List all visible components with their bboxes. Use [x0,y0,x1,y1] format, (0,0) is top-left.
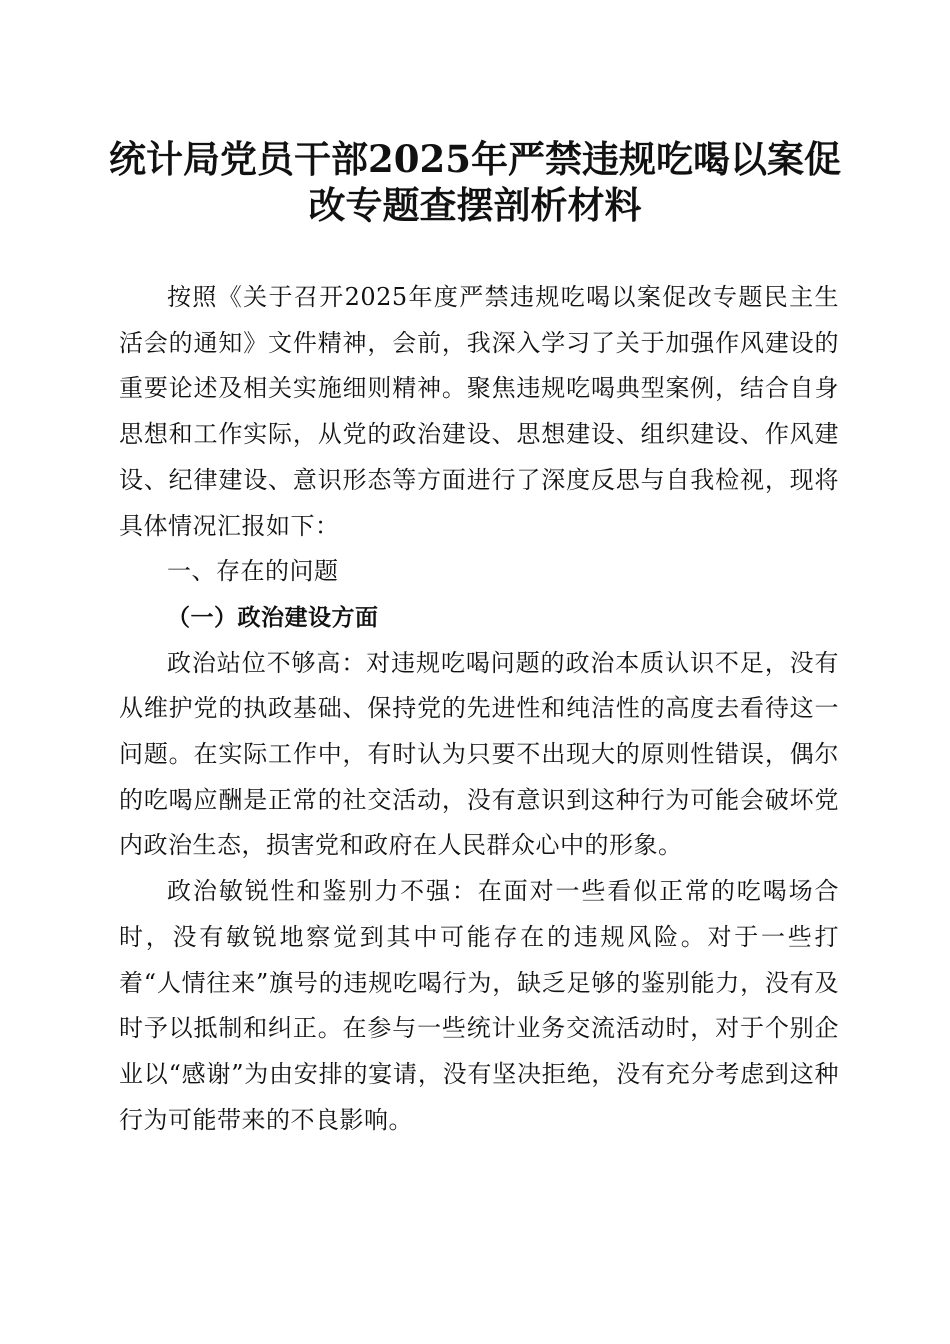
paragraph-political-standing: 政治站位不够高：对违规吃喝问题的政治本质认识不足，没有从维护党的执政基础、保持党的先进性和纯洁性的高度去看待这一问题。在实际工作中，有时认为只要不出现大的原则性错误，偶尔的吃喝应酬是正常的社交活动，没有意识到这种行为可能会破坏党内政治生态，损害党和政府在人民群众心中的形象。 [119,648,839,860]
section-heading-problems: 一、存在的问题 [167,557,339,586]
subsection-heading-political: （一）政治建设方面 [167,603,379,631]
paragraph-political-sensitivity: 政治敏锐性和鉴别力不强：在面对一些看似正常的吃喝场合时，没有敏锐地察觉到其中可能存在的违规风险。对于一些打着“人情往来”旗号的违规吃喝行为，缺乏足够的鉴别能力，没有及时予以抵制和纠正。在参与一些统计业务交流活动时，对于个别企业以“感谢”为由安排的宴请，没有坚决拒绝，没有充分考虑到这种行为可能带来的不良影响。 [119,877,839,1134]
document-title [100,136,850,228]
intro-paragraph: 按照《关于召开2025年度严禁违规吃喝以案促改专题民主生活会的通知》文件精神，会前，我深入学习了关于加强作风建设的重要论述及相关实施细则精神。聚焦违规吃喝典型案例，结合自身思想和工作实际，从党的政治建设、思想建设、组织建设、作风建设、纪律建设、意识形态等方面进行了深度反思与自我检视，现将具体情况汇报如下： [119,283,839,540]
document-body [119,275,839,1143]
title-line-1: 统计局党员干部2025年严禁违规吃喝以案促 [109,137,841,181]
title-line-2: 改专题查摆剖析材料 [308,183,642,227]
